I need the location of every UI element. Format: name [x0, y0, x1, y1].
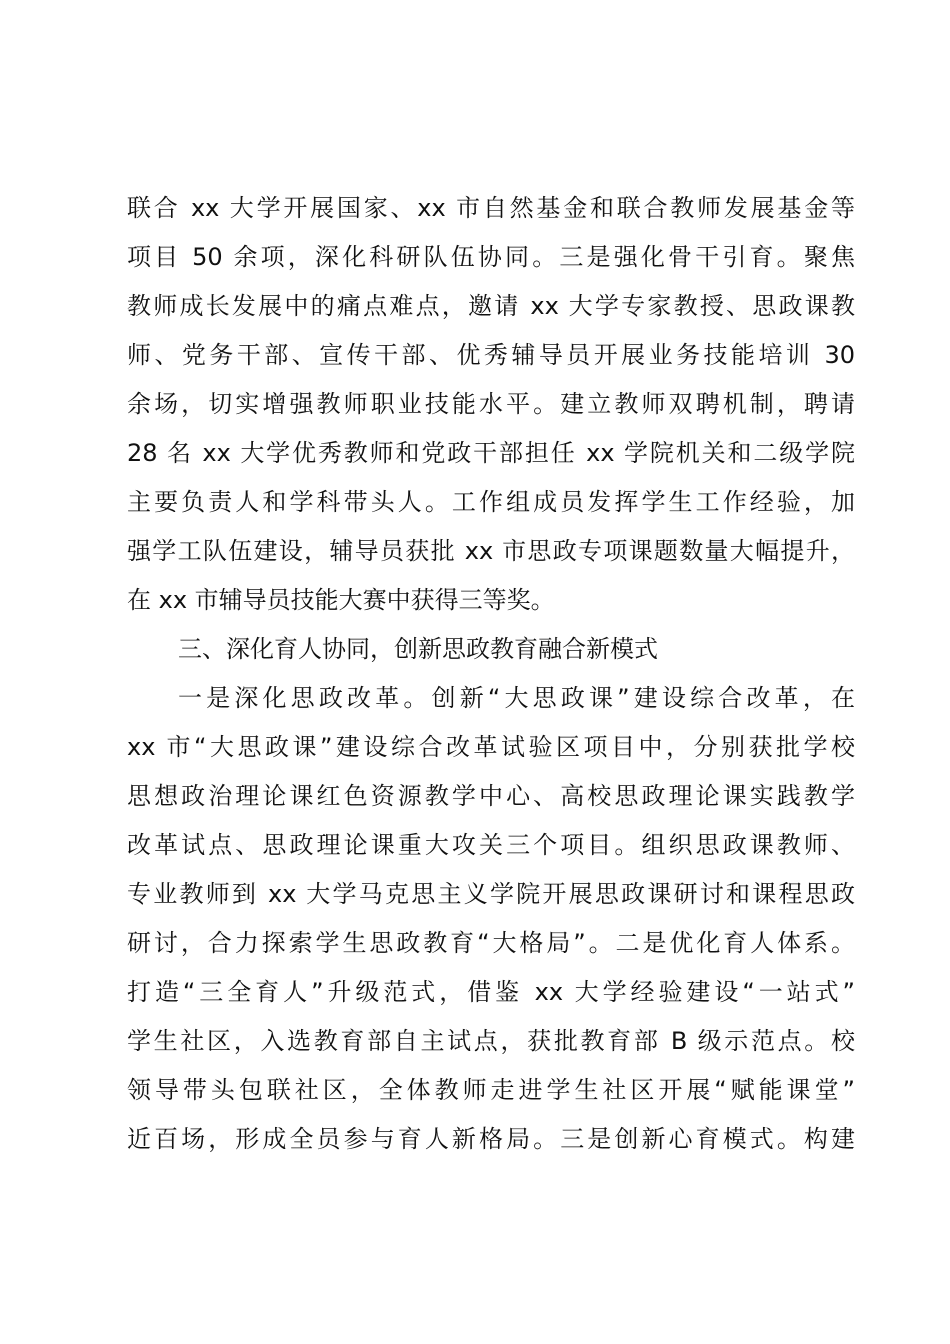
- paragraph-line: 专业教师到 xx 大学马克思主义学院开展思政课研讨和课程思政: [127, 880, 855, 908]
- paragraph-line: 学生社区，入选教育部自主试点，获批教育部 B 级示范点。校: [127, 1027, 855, 1055]
- paragraph-line: xx 市“大思政课”建设综合改革试验区项目中，分别获批学校: [127, 733, 855, 761]
- paragraph-line: 联合 xx 大学开展国家、xx 市自然基金和联合教师发展基金等: [127, 194, 855, 222]
- paragraph-line: 打造“三全育人”升级范式，借鉴 xx 大学经验建设“一站式”: [127, 978, 855, 1006]
- paragraph-line: 研讨，合力探索学生思政教育“大格局”。二是优化育人体系。: [127, 929, 855, 957]
- paragraph-line: 28 名 xx 大学优秀教师和党政干部担任 xx 学院机关和二级学院: [127, 439, 855, 467]
- paragraph-line: 强学工队伍建设，辅导员获批 xx 市思政专项课题数量大幅提升，: [127, 537, 855, 565]
- paragraph-line: 领导带头包联社区，全体教师走进学生社区开展“赋能课堂”: [127, 1076, 855, 1104]
- document-page: [127, 184, 855, 1164]
- paragraph-line: 一是深化思政改革。创新“大思政课”建设综合改革，在: [178, 684, 855, 712]
- paragraph-line: 教师成长发展中的痛点难点，邀请 xx 大学专家教授、思政课教: [127, 292, 855, 320]
- paragraph-line: 余场，切实增强教师职业技能水平。建立教师双聘机制，聘请: [127, 390, 855, 418]
- paragraph-line: 改革试点、思政理论课重大攻关三个项目。组织思政课教师、: [127, 831, 855, 859]
- paragraph-line: 思想政治理论课红色资源教学中心、高校思政理论课实践教学: [127, 782, 855, 810]
- paragraph-line: 近百场，形成全员参与育人新格局。三是创新心育模式。构建: [127, 1125, 855, 1153]
- paragraph-line: 师、党务干部、宣传干部、优秀辅导员开展业务技能培训 30: [127, 341, 855, 369]
- section-heading: 三、深化育人协同，创新思政教育融合新模式: [178, 635, 658, 663]
- paragraph-line: 主要负责人和学科带头人。工作组成员发挥学生工作经验，加: [127, 488, 855, 516]
- paragraph-line: 在 xx 市辅导员技能大赛中获得三等奖。: [127, 586, 555, 614]
- paragraph-line: 项目 50 余项，深化科研队伍协同。三是强化骨干引育。聚焦: [127, 243, 855, 271]
